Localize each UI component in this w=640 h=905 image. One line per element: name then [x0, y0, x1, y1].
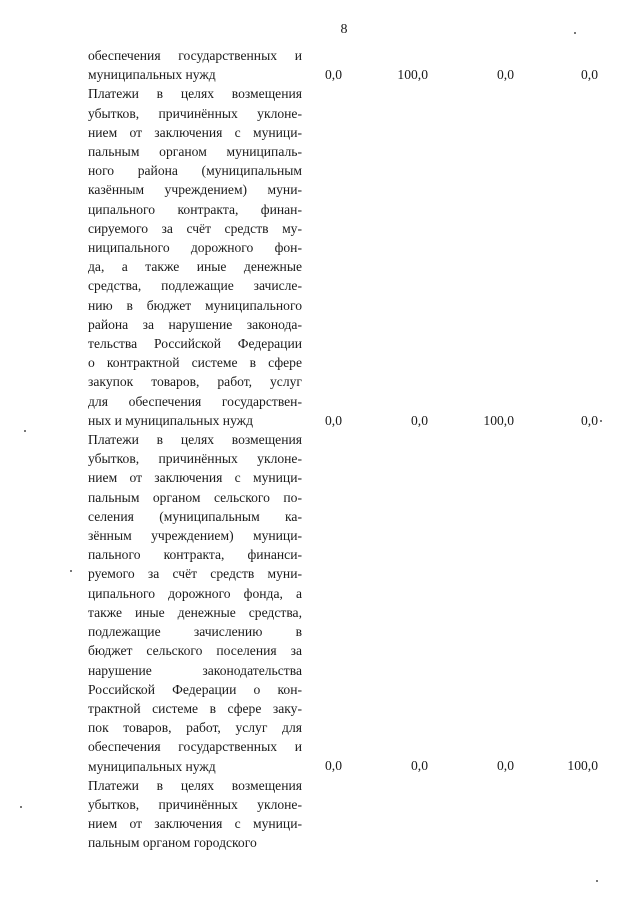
description-line: пальным органом муниципаль- [88, 144, 302, 160]
value-column-1: 0,0 [325, 412, 342, 428]
description-line: ниципального дорожного фон- [88, 240, 302, 256]
description-line: Российской Федерации о кон- [88, 681, 302, 697]
description-line: убытков, причинённых уклоне- [88, 451, 302, 467]
description-line: закупок товаров, работ, услуг [88, 374, 302, 390]
scan-speck [24, 430, 26, 432]
value-column-2: 0,0 [411, 758, 428, 774]
scan-speck [596, 880, 598, 882]
description-line: ных и муниципальных нужд [88, 412, 253, 428]
description-line: бюджет сельского поселения за [88, 643, 302, 659]
description-line: средства, подлежащие зачисле- [88, 278, 302, 294]
description-line: Платежи в целях возмещения [88, 86, 302, 102]
description-line: зённым учреждением) муници- [88, 528, 302, 544]
scan-speck [20, 806, 22, 808]
scan-speck [600, 420, 602, 422]
value-column-3: 100,0 [483, 412, 514, 428]
description-line: обеспечения государственных и [88, 48, 302, 63]
description-line: пок товаров, работ, услуг для [88, 720, 302, 736]
row-description [88, 430, 302, 776]
description-line: нарушение законодательства [88, 662, 302, 678]
scan-speck [574, 32, 576, 34]
value-column-1: 0,0 [325, 67, 342, 83]
description-line: тельства Российской Федерации [88, 336, 302, 352]
description-line: пальным органом сельского по- [88, 489, 302, 505]
description-line: района за нарушение законода- [88, 316, 302, 332]
budget-row [88, 46, 608, 84]
value-column-2: 100,0 [397, 67, 428, 83]
row-description [88, 84, 302, 430]
description-line: пальным органом городского [88, 835, 257, 851]
description-line: нию в бюджет муниципального [88, 297, 302, 313]
description-line: Платежи в целях возмещения [88, 777, 302, 793]
description-line: сируемого за счёт средств му- [88, 220, 302, 236]
description-line: ципального контракта, финан- [88, 201, 302, 217]
description-line: да, а также иные денежные [88, 259, 302, 275]
description-line: нием от заключения с муници- [88, 470, 302, 486]
value-column-3: 0,0 [497, 67, 514, 83]
description-line: муниципальных нужд [88, 758, 216, 774]
description-line: подлежащие зачислению в [88, 624, 302, 640]
description-line: нием от заключения с муници- [88, 124, 302, 140]
description-line: казённым учреждением) муни- [88, 182, 302, 198]
description-line: ного района (муниципальным [88, 163, 302, 179]
budget-row [88, 84, 608, 430]
row-description [88, 776, 302, 853]
description-line: убытков, причинённых уклоне- [88, 796, 302, 812]
description-line: Платежи в целях возмещения [88, 432, 302, 448]
description-line: обеспечения государственных и [88, 739, 302, 755]
description-line: руемого за счёт средств муни- [88, 566, 302, 582]
value-column-4: 100,0 [567, 758, 598, 774]
description-line: нием от заключения с муници- [88, 816, 302, 832]
value-column-4: 0,0 [581, 67, 598, 83]
page-number: 8 [340, 22, 348, 37]
budget-row [88, 430, 608, 776]
value-column-2: 0,0 [411, 412, 428, 428]
row-description [88, 46, 302, 84]
budget-row [88, 776, 608, 853]
description-line: убытков, причинённых уклоне- [88, 105, 302, 121]
description-line: муниципальных нужд [88, 67, 216, 83]
value-column-3: 0,0 [497, 758, 514, 774]
description-line: ципального дорожного фонда, а [88, 585, 302, 601]
scan-speck [70, 570, 72, 572]
value-column-4: 0,0 [581, 412, 598, 428]
value-column-1: 0,0 [325, 758, 342, 774]
description-line: трактной системе в сфере заку- [88, 700, 302, 716]
description-line: также иные денежные средства, [88, 604, 302, 620]
description-line: для обеспечения государствен- [88, 393, 302, 409]
description-line: пального контракта, финанси- [88, 547, 302, 563]
description-line: о контрактной системе в сфере [88, 355, 302, 371]
description-line: селения (муниципальным ка- [88, 508, 302, 524]
document-body [88, 46, 608, 853]
